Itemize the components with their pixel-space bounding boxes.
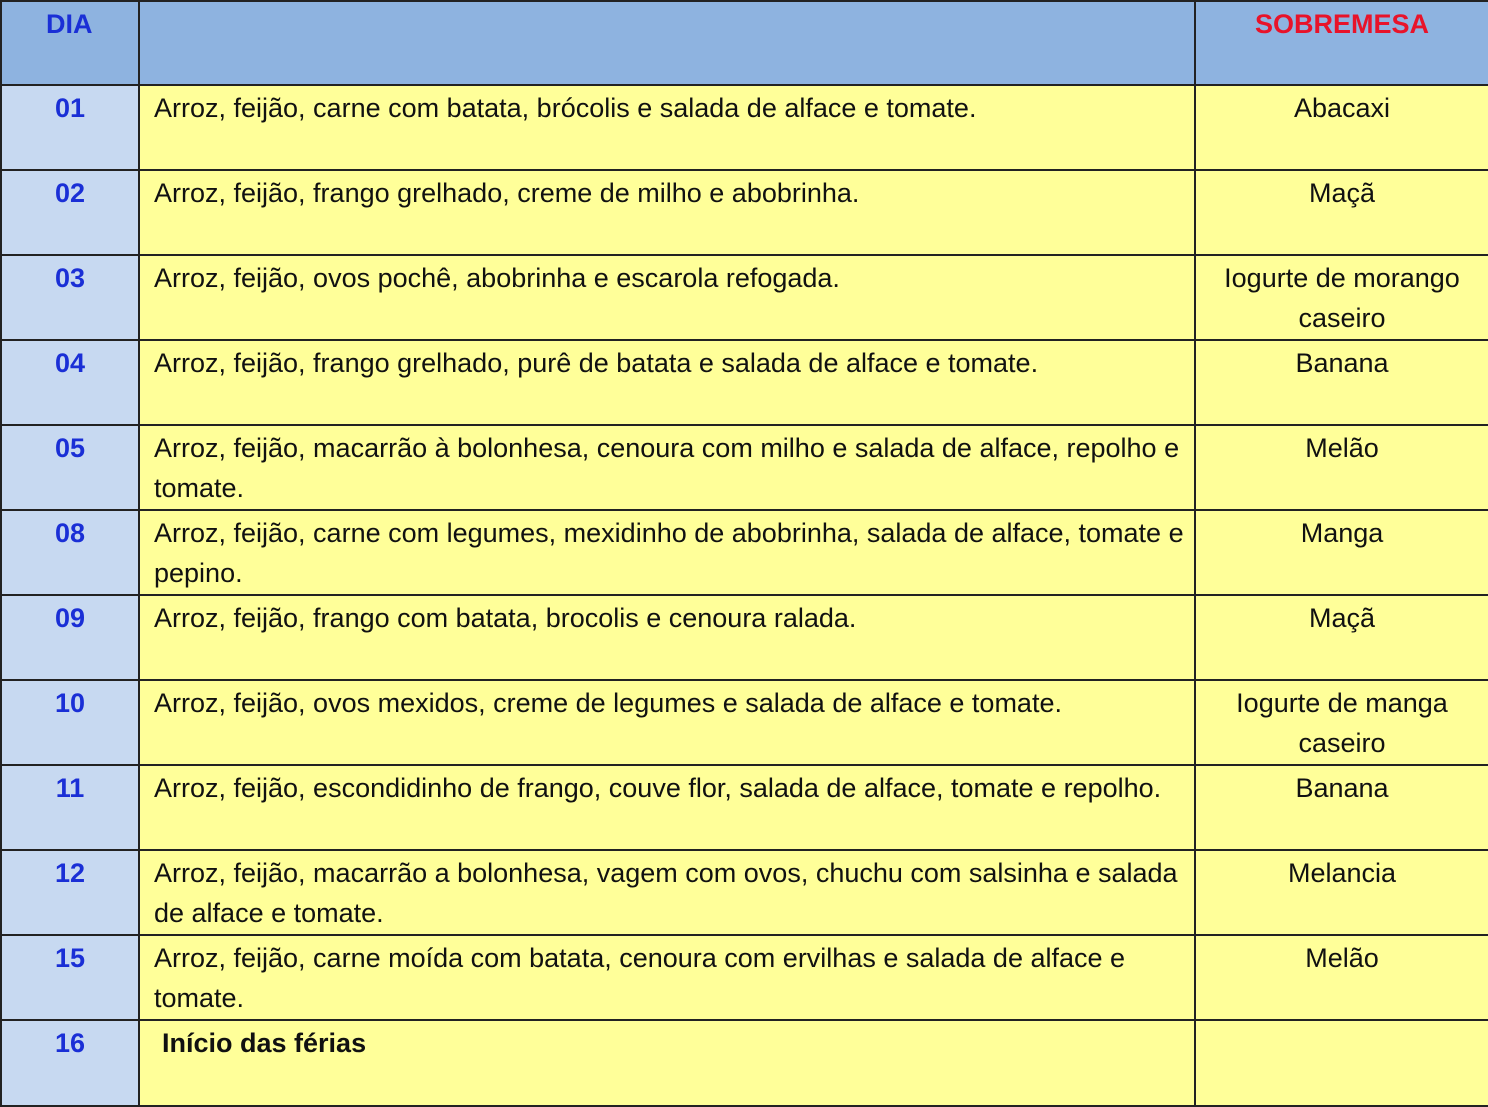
day-cell: 04: [1, 340, 139, 425]
table-row: [1, 595, 1488, 680]
dessert-cell: Maçã: [1195, 170, 1488, 255]
dessert-cell: Maçã: [1195, 595, 1488, 680]
table-row: [1, 765, 1488, 850]
table-row: [1, 340, 1488, 425]
meal-cell: Arroz, feijão, ovos mexidos, creme de legumes e salada de alface e tomate.: [139, 680, 1195, 765]
day-cell: 16: [1, 1020, 139, 1106]
day-cell: 05: [1, 425, 139, 510]
meal-cell: Arroz, feijão, ovos pochê, abobrinha e escarola refogada.: [139, 255, 1195, 340]
meal-cell: Arroz, feijão, carne com legumes, mexidinho de abobrinha, salada de alface, tomate e pepino.: [139, 510, 1195, 595]
table-row: [1, 425, 1488, 510]
meal-cell: Arroz, feijão, macarrão à bolonhesa, cenoura com milho e salada de alface, repolho e tomate.: [139, 425, 1195, 510]
table-row: [1, 510, 1488, 595]
meal-cell: Arroz, feijão, carne com batata, brócolis e salada de alface e tomate.: [139, 85, 1195, 170]
header-row: [1, 1, 1488, 85]
meal-cell: Arroz, feijão, macarrão a bolonhesa, vagem com ovos, chuchu com salsinha e salada de alface e tomate.: [139, 850, 1195, 935]
day-cell: 09: [1, 595, 139, 680]
dessert-cell: Abacaxi: [1195, 85, 1488, 170]
dessert-cell: Banana: [1195, 340, 1488, 425]
day-cell: 08: [1, 510, 139, 595]
table-row: [1, 850, 1488, 935]
table-row: [1, 1020, 1488, 1106]
meal-cell: Arroz, feijão, frango grelhado, creme de milho e abobrinha.: [139, 170, 1195, 255]
day-cell: 03: [1, 255, 139, 340]
dessert-cell: Melão: [1195, 425, 1488, 510]
day-cell: 15: [1, 935, 139, 1020]
dessert-cell: Manga: [1195, 510, 1488, 595]
dessert-cell: Banana: [1195, 765, 1488, 850]
meal-cell: Arroz, feijão, frango com batata, brocolis e cenoura ralada.: [139, 595, 1195, 680]
header-day: DIA: [1, 1, 139, 85]
meal-cell: Arroz, feijão, carne moída com batata, cenoura com ervilhas e salada de alface e tomate.: [139, 935, 1195, 1020]
table-row: [1, 85, 1488, 170]
day-cell: 12: [1, 850, 139, 935]
table-row: [1, 680, 1488, 765]
day-cell: 11: [1, 765, 139, 850]
header-dessert: SOBREMESA: [1195, 1, 1488, 85]
table-row: [1, 935, 1488, 1020]
meal-cell: Arroz, feijão, frango grelhado, purê de batata e salada de alface e tomate.: [139, 340, 1195, 425]
table-row: [1, 255, 1488, 340]
meal-cell: Arroz, feijão, escondidinho de frango, couve flor, salada de alface, tomate e repolho.: [139, 765, 1195, 850]
day-cell: 01: [1, 85, 139, 170]
dessert-cell: Melancia: [1195, 850, 1488, 935]
header-meal: [139, 1, 1195, 85]
day-cell: 10: [1, 680, 139, 765]
dessert-cell: Iogurte de morango caseiro: [1195, 255, 1488, 340]
dessert-cell: Iogurte de manga caseiro: [1195, 680, 1488, 765]
table-row: [1, 170, 1488, 255]
dessert-cell: [1195, 1020, 1488, 1106]
dessert-cell: Melão: [1195, 935, 1488, 1020]
meal-cell: Início das férias: [139, 1020, 1195, 1106]
day-cell: 02: [1, 170, 139, 255]
